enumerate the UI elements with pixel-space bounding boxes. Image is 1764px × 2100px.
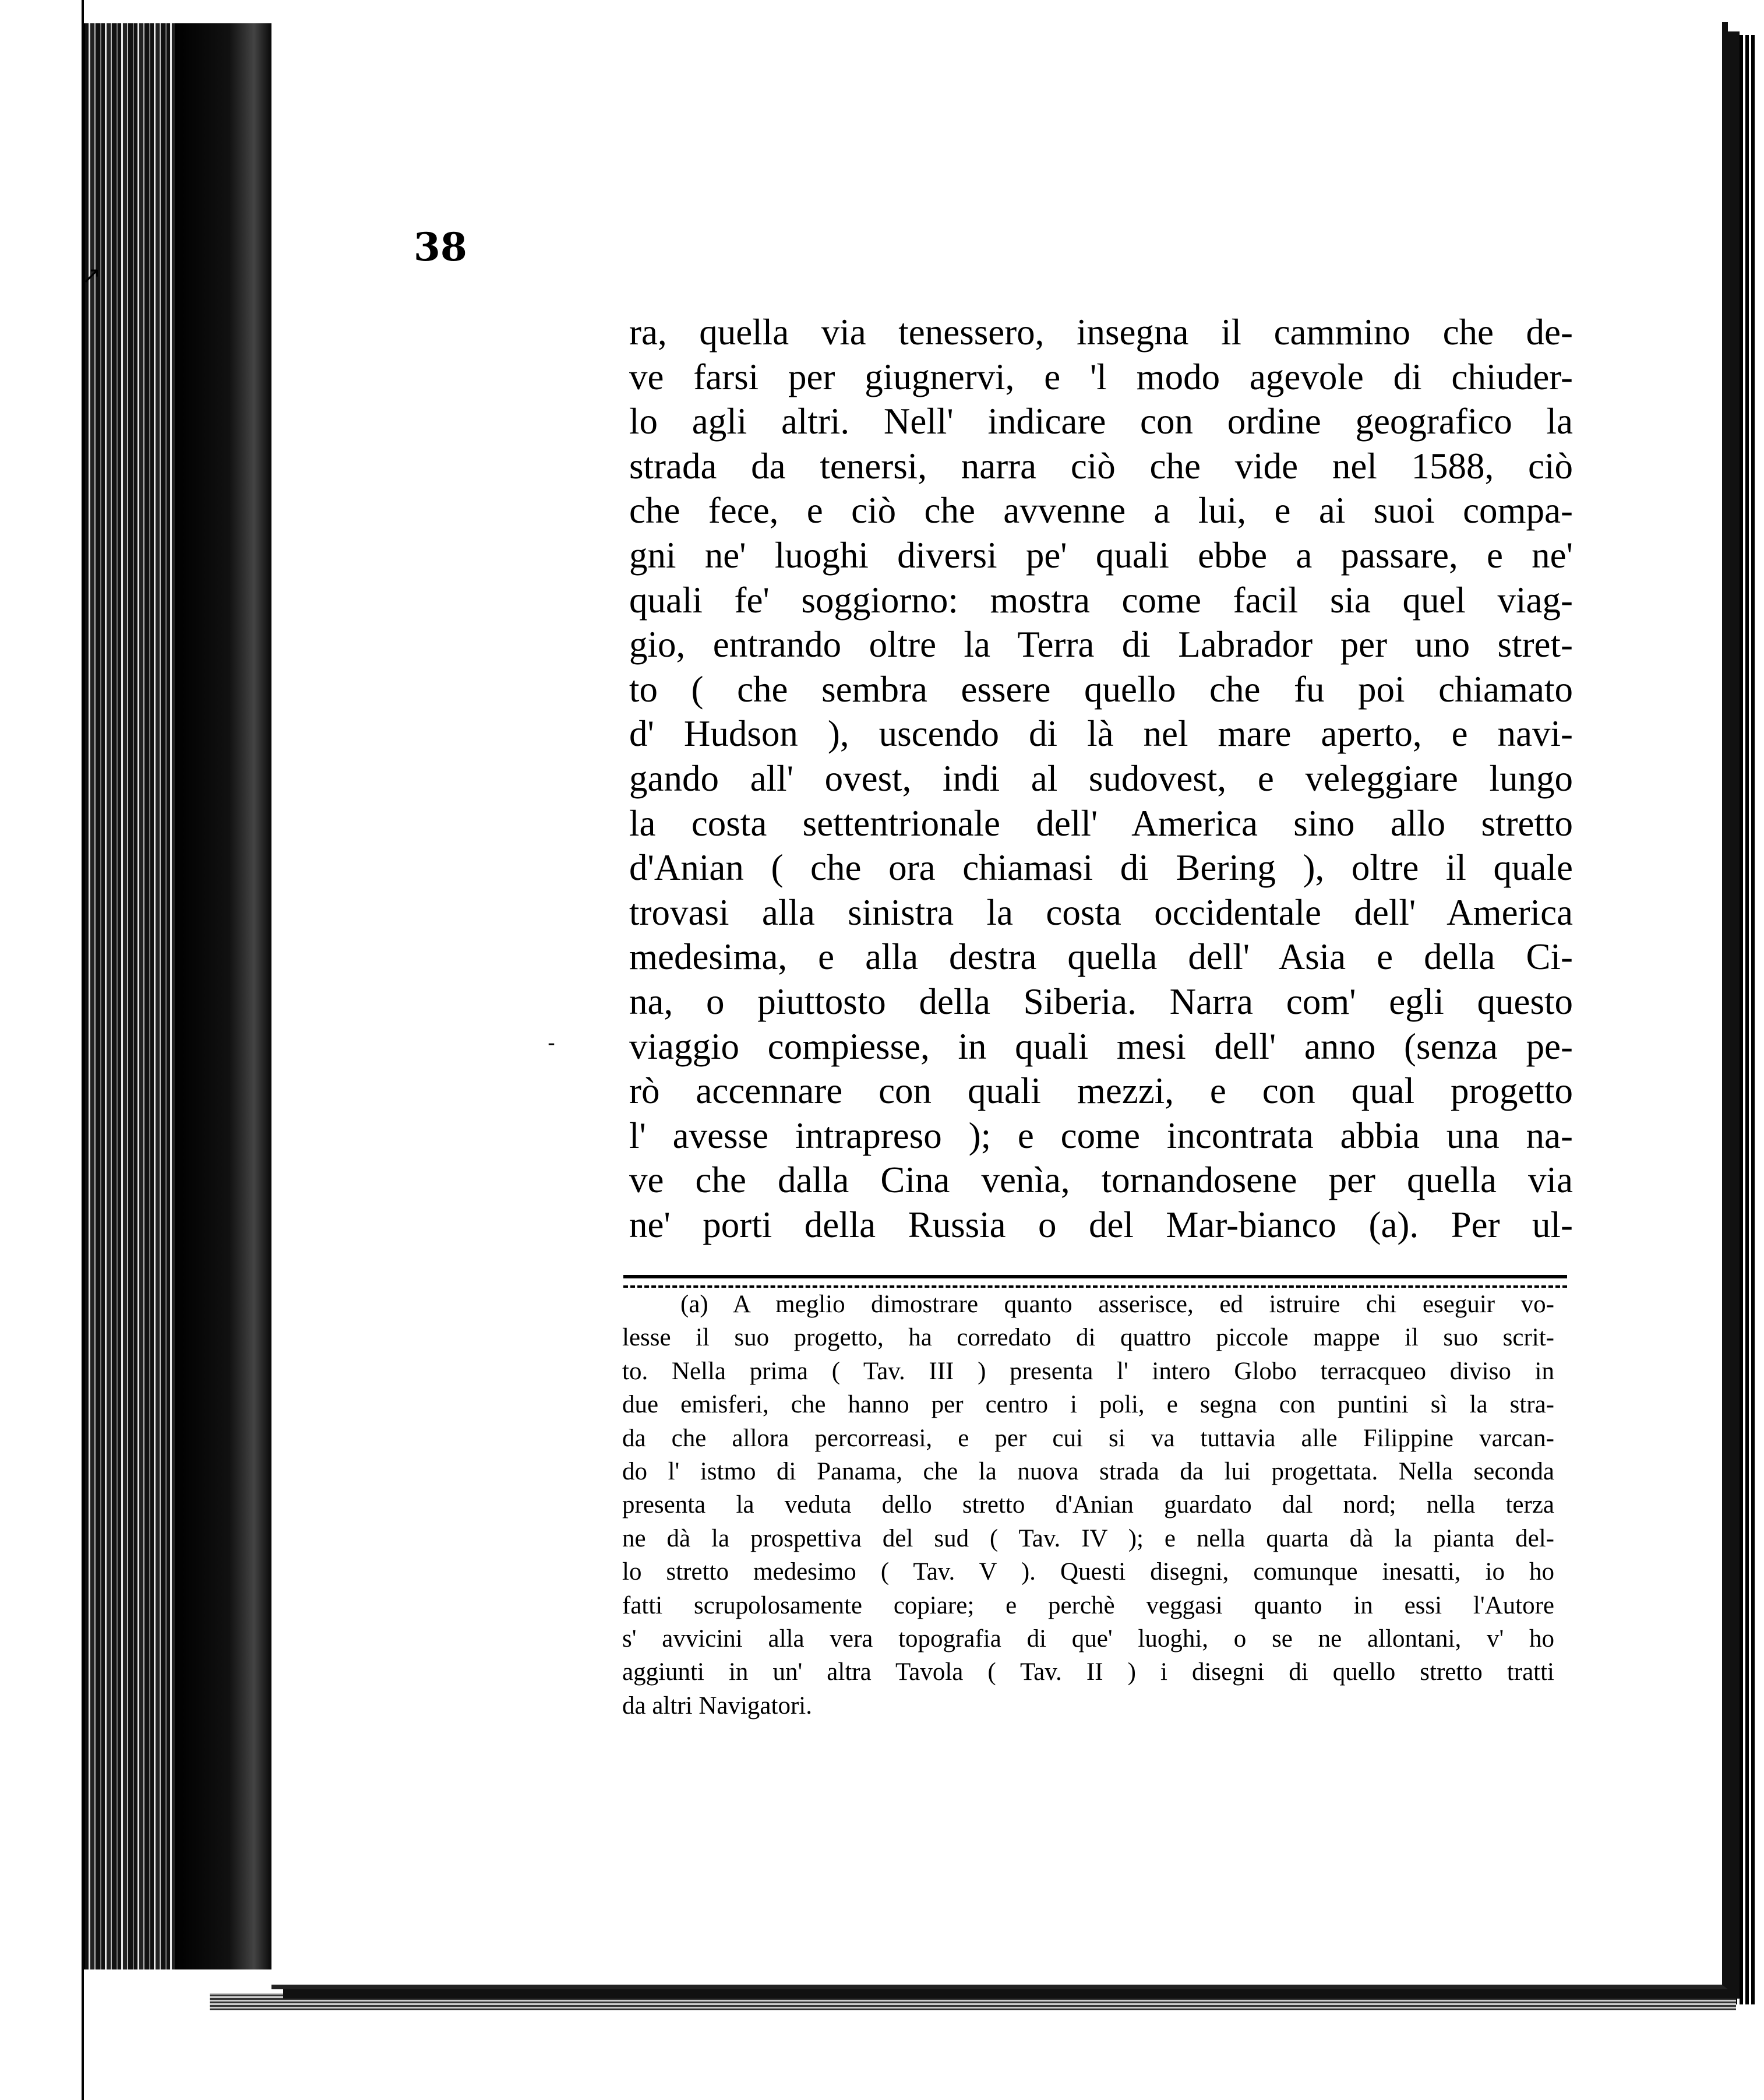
footnote-line: due emisferi, che hanno per centro i poli, e segna con puntini sì la stra-	[622, 1391, 1554, 1419]
body-text-line: medesima, e alla destra quella dell' Asia e della Ci-	[629, 936, 1573, 978]
footnote-line: do l' istmo di Panama, che la nuova strada da lui progettata. Nella seconda	[622, 1457, 1554, 1485]
body-text-line: quali fe' soggiorno: mostra come facil sia quel viag-	[629, 579, 1573, 621]
footnote-line: (a) A meglio dimostrare quanto asserisce, ed istruire chi eseguir vo-	[680, 1291, 1554, 1318]
body-text-line: viaggio compiesse, in quali mesi dell' anno (senza pe-	[629, 1026, 1573, 1067]
footnote-line: fatti scrupolosamente copiare; e perchè veggasi quanto in essi l'Autore	[622, 1591, 1554, 1619]
footnote-line: presenta la veduta dello stretto d'Anian guardato dal nord; nella terza	[622, 1491, 1554, 1519]
footnote-line: da altri Navigatori.	[622, 1692, 812, 1720]
body-text-line: lo agli altri. Nell' indicare con ordine geografico la	[629, 401, 1573, 442]
body-text-line: ve farsi per giugnervi, e 'l modo agevole di chiuder-	[629, 356, 1573, 397]
body-text-line: gni ne' luoghi diversi pe' quali ebbe a passare, e ne'	[629, 534, 1573, 576]
footnote-line: lesse il suo progetto, ha corredato di quattro piccole mappe il suo scrit-	[622, 1324, 1554, 1352]
body-text-line: che fece, e ciò che avvenne a lui, e ai suoi compa-	[629, 490, 1573, 531]
footnote-line: aggiunti in un' altra Tavola ( Tav. II ) i disegni di quello stretto tratti	[622, 1658, 1554, 1686]
body-text-line: d'Anian ( che ora chiamasi di Bering ), oltre il quale	[629, 847, 1573, 889]
scan-background-strip	[0, 0, 84, 2100]
body-text-line: ra, quella via tenessero, insegna il cammino che de-	[629, 312, 1573, 353]
body-text-line: ve che dalla Cina venìa, tornandosene per quella via	[629, 1160, 1573, 1201]
scan-speck: ↗	[82, 262, 101, 289]
footnote-line: s' avvicini alla vera topografia di que' luoghi, o se ne allontani, v' ho	[622, 1625, 1554, 1652]
footnote-line: da che allora percorreasi, e per cui si va tuttavia alle Filippine varcan-	[622, 1424, 1554, 1452]
bottom-page-edges	[210, 1993, 1736, 2010]
body-text-line: strada da tenersi, narra ciò che vide nel 1588, ciò	[629, 445, 1573, 487]
body-text-line: d' Hudson ), uscendo di là nel mare aperto, e navi-	[629, 713, 1573, 755]
footnote-block	[622, 1288, 1554, 1722]
footnote-line: ne dà la prospettiva del sud ( Tav. IV ); e nella quarta dà la pianta del-	[622, 1524, 1554, 1552]
footnote-separator-rule	[623, 1275, 1567, 1288]
body-text-line: trovasi alla sinistra la costa occidentale dell' America	[629, 892, 1573, 933]
footnote-line: lo stretto medesimo ( Tav. V ). Questi disegni, comunque inesatti, io ho	[622, 1558, 1554, 1586]
main-text-block	[629, 310, 1573, 1247]
body-text-line: rò accennare con quali mezzi, e con qual progetto	[629, 1070, 1573, 1112]
body-text-line: na, o piuttosto della Siberia. Narra com' egli questo	[629, 981, 1573, 1022]
body-text-line: gando all' ovest, indi al sudovest, e veleggiare lungo	[629, 757, 1573, 799]
scan-speck: ‐	[548, 1031, 555, 1055]
body-text-line: gio, entrando oltre la Terra di Labrador per uno stret-	[629, 624, 1573, 665]
footnote-line: to. Nella prima ( Tav. III ) presenta l' intero Globo terracqueo diviso in	[622, 1357, 1554, 1385]
body-text-line: l' avesse intrapreso ); e come incontrata abbia una na-	[629, 1115, 1573, 1156]
page-number: 38	[414, 224, 467, 270]
body-text-line: to ( che sembra essere quello che fu poi chiamato	[629, 668, 1573, 710]
body-text-line: ne' porti della Russia o del Mar-bianco (a). Per ul-	[629, 1204, 1573, 1245]
body-text-line: la costa settentrionale dell' America sino allo stretto	[629, 802, 1573, 844]
book-binding-shadow	[175, 23, 274, 1969]
